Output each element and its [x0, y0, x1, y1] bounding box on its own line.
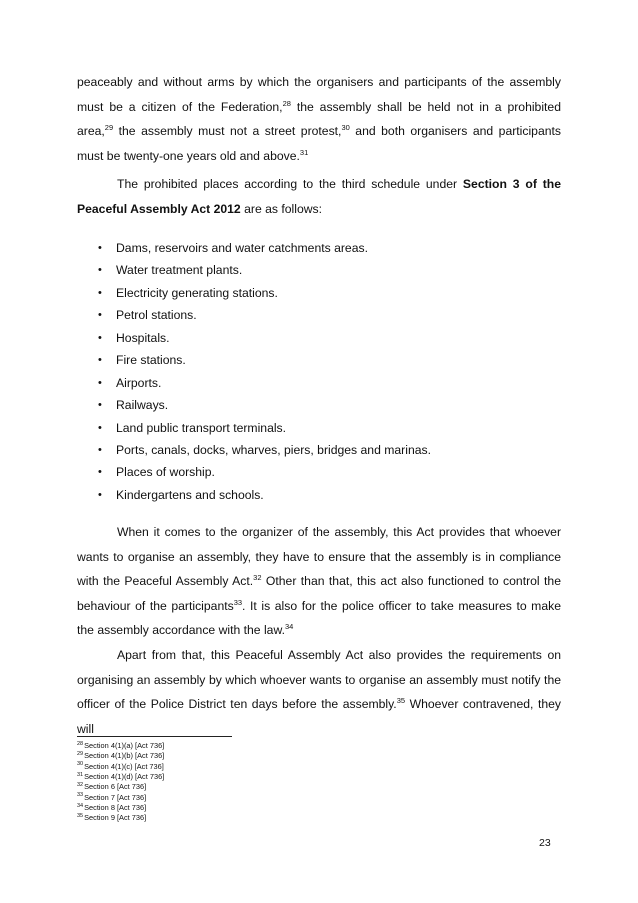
bullet-icon: •: [98, 376, 102, 389]
bullet-icon: •: [98, 421, 102, 434]
footnote-text: Section 4(1)(b) [Act 736]: [84, 751, 165, 761]
list-item-text: Petrol stations.: [116, 308, 197, 323]
list-item: [95, 282, 555, 304]
list-item: [95, 259, 555, 281]
list-item: [95, 327, 555, 349]
footnote: [77, 782, 164, 792]
text-run: the assembly shall be held not in a prohibited area,: [77, 99, 561, 139]
footnote-ref-30: 30: [341, 123, 350, 133]
footnote-text: Section 6 [Act 736]: [84, 782, 147, 792]
footnote-ref-33: 33: [233, 597, 243, 607]
footnote: [77, 762, 164, 772]
list-item-text: Ports, canals, docks, wharves, piers, bridges and marinas.: [116, 442, 431, 457]
text-run: The prohibited places according to the third schedule under: [117, 177, 463, 191]
footnote-ref-35: 35: [396, 696, 406, 706]
text-run: Other than that, this act also functioned to control the behaviour of the participants: [77, 574, 561, 613]
text-run: When it comes to the organizer of the assembly, this Act provides that whoever wants to organise an assembly, they have to ensure that the assembly is in compliance with the Peaceful Assembly Act.: [77, 525, 561, 589]
bullet-icon: •: [98, 309, 102, 322]
footnote: [77, 751, 164, 761]
list-item-text: Water treatment plants.: [116, 263, 243, 278]
bullet-icon: •: [98, 399, 102, 412]
paragraph-prohibited-places-intro: [77, 172, 561, 221]
bullet-icon: •: [98, 264, 102, 277]
list-item-text: Hospitals.: [116, 330, 170, 345]
list-item: [95, 394, 555, 416]
footnote-number: 32: [77, 781, 84, 788]
footnote: [77, 813, 164, 823]
footnote-ref-28: 28: [282, 98, 291, 108]
list-item: [95, 237, 555, 259]
footnote-text: Section 4(1)(d) [Act 736]: [84, 772, 165, 782]
page-number: 23: [539, 837, 551, 849]
footnote-number: 28: [77, 740, 84, 747]
paragraph-organizer-duties: [77, 520, 561, 643]
footnote-text: Section 4(1)(a) [Act 736]: [84, 741, 165, 750]
footnote-ref-31: 31: [299, 147, 309, 157]
footnote-number: 35: [77, 812, 84, 819]
footnote-text: Section 4(1)(c) [Act 736]: [84, 761, 164, 771]
bullet-icon: •: [98, 466, 102, 479]
bullet-icon: •: [98, 443, 102, 456]
bullet-icon: •: [98, 286, 102, 299]
paragraph-notification-requirement: [77, 643, 561, 741]
act-reference: Section 3 of the Peaceful Assembly Act 2012: [77, 177, 561, 216]
list-item-text: Places of worship.: [116, 465, 215, 480]
list-item-text: Electricity generating stations.: [116, 285, 278, 300]
text-run: . It is also for the police officer to take measures to make the assembly accordance with the law.: [77, 598, 561, 638]
prohibited-places-list: [95, 237, 555, 506]
list-item-text: Land public transport terminals.: [116, 420, 287, 435]
footnote-ref-29: 29: [104, 123, 114, 133]
list-item: [95, 349, 555, 371]
footnote-number: 33: [77, 792, 84, 799]
list-item-text: Fire stations.: [116, 353, 186, 368]
footnote: [77, 803, 164, 813]
list-item-text: Airports.: [116, 375, 162, 390]
footnote-number: 31: [77, 771, 84, 778]
footnotes-list: [77, 741, 164, 824]
list-item-text: Dams, reservoirs and water catchments areas.: [116, 241, 368, 255]
list-item-text: Railways.: [116, 398, 169, 413]
footnote: [77, 772, 164, 782]
text-run: Whoever contravened, they will: [77, 697, 561, 736]
bullet-icon: •: [98, 354, 102, 367]
footnote-divider: [77, 736, 232, 737]
footnote-ref-32: 32: [253, 573, 262, 583]
list-item: [95, 372, 555, 394]
list-item: [95, 304, 555, 326]
footnote-text: Section 9 [Act 736]: [84, 813, 147, 823]
list-item-text: Kindergartens and schools.: [116, 487, 264, 502]
text-run: peaceably and without arms by which the organisers and participants of the assembly must be a citizen of the Federation,: [77, 75, 561, 114]
footnote: [77, 793, 164, 803]
list-item: [95, 417, 555, 439]
footnote-text: Section 7 [Act 736]: [84, 792, 147, 802]
text-run: the assembly must not a street protest,: [113, 124, 342, 139]
footnote-ref-34: 34: [284, 622, 294, 632]
list-item: [95, 484, 555, 506]
text-run: are as follows:: [240, 201, 323, 216]
footnote-number: 34: [77, 802, 84, 809]
footnote: [77, 741, 164, 751]
list-item: [95, 461, 555, 483]
bullet-icon: •: [98, 242, 102, 254]
footnote-number: 30: [77, 761, 84, 768]
bullet-icon: •: [98, 331, 102, 344]
text-run: and both organisers and participants must be twenty-one years old and above.: [77, 124, 561, 163]
paragraph-assembly-conditions: [77, 70, 561, 168]
footnote-text: Section 8 [Act 736]: [84, 803, 147, 813]
bullet-icon: •: [98, 488, 102, 501]
text-run: Apart from that, this Peaceful Assembly Act also provides the requirements on organising an assembly by which whoever wants to organise an assembly must notify the officer of the Police District ten days before the assembly.: [77, 648, 561, 712]
footnote-number: 29: [77, 750, 84, 757]
list-item: [95, 439, 555, 461]
